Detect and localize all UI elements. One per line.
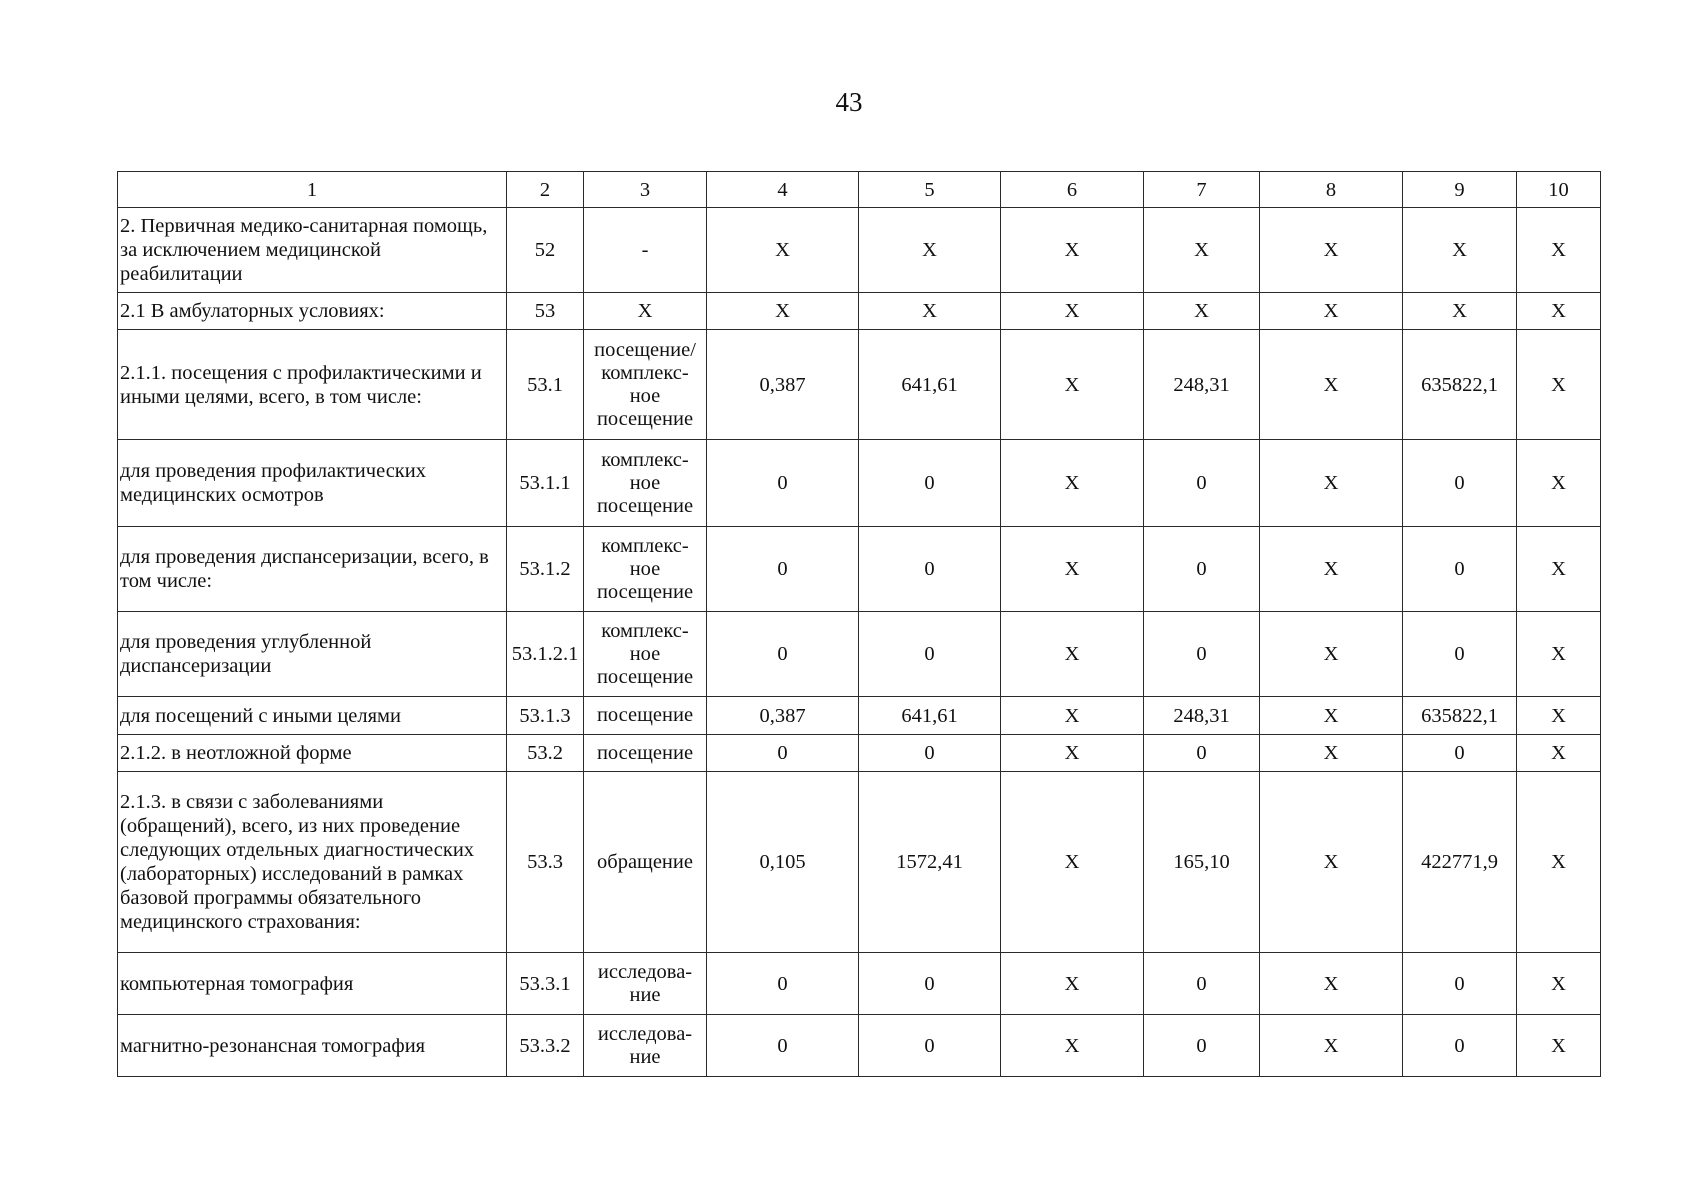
row-value-4: 0,387 xyxy=(707,697,859,735)
row-value-4: 0 xyxy=(707,953,859,1015)
row-value-4: X xyxy=(707,208,859,293)
row-value-7: 248,31 xyxy=(1144,697,1260,735)
row-value-10: X xyxy=(1517,293,1601,330)
row-value-5: 1572,41 xyxy=(859,772,1001,953)
row-value-8: X xyxy=(1260,527,1403,612)
row-value-9: 0 xyxy=(1403,440,1517,527)
table-row xyxy=(118,697,1601,735)
row-value-9: X xyxy=(1403,208,1517,293)
row-value-7: 165,10 xyxy=(1144,772,1260,953)
row-value-8: X xyxy=(1260,330,1403,440)
row-value-10: X xyxy=(1517,697,1601,735)
table-row xyxy=(118,735,1601,772)
row-value-8: X xyxy=(1260,953,1403,1015)
row-value-8: X xyxy=(1260,293,1403,330)
row-value-6: X xyxy=(1001,772,1144,953)
row-value-10: X xyxy=(1517,772,1601,953)
row-code: 53.1.2.1 xyxy=(507,612,584,697)
row-value-4: X xyxy=(707,293,859,330)
row-value-4: 0,105 xyxy=(707,772,859,953)
table-row xyxy=(118,208,1601,293)
row-value-10: X xyxy=(1517,208,1601,293)
table-row xyxy=(118,330,1601,440)
row-value-8: X xyxy=(1260,735,1403,772)
row-code: 52 xyxy=(507,208,584,293)
row-value-4: 0 xyxy=(707,735,859,772)
row-value-6: X xyxy=(1001,735,1144,772)
page-number: 43 xyxy=(835,87,863,117)
table-header-row xyxy=(118,172,1601,208)
row-value-9: 0 xyxy=(1403,612,1517,697)
row-value-7: 0 xyxy=(1144,735,1260,772)
row-value-10: X xyxy=(1517,440,1601,527)
row-unit: посещение/ комплекс-ное посещение xyxy=(584,330,707,440)
row-value-9: 635822,1 xyxy=(1403,330,1517,440)
row-name: 2. Первичная медико-санитарная помощь, за исключением медицинской реабилитации xyxy=(118,208,507,293)
row-value-8: X xyxy=(1260,440,1403,527)
row-name: 2.1.3. в связи с заболеваниями (обращений), всего, из них проведение следующих отдельных диагностических (лабораторных) исследований в рамках базовой программы обязательного медицинского страхования: xyxy=(118,772,507,953)
row-unit: обращение xyxy=(584,772,707,953)
row-value-7: 248,31 xyxy=(1144,330,1260,440)
row-value-10: X xyxy=(1517,330,1601,440)
row-value-6: X xyxy=(1001,208,1144,293)
row-unit: - xyxy=(584,208,707,293)
row-name: для проведения профилактических медицинских осмотров xyxy=(118,440,507,527)
row-unit: посещение xyxy=(584,735,707,772)
table-row xyxy=(118,953,1601,1015)
row-value-6: X xyxy=(1001,1015,1144,1077)
table-row xyxy=(118,293,1601,330)
row-value-5: 0 xyxy=(859,1015,1001,1077)
row-code: 53.1.1 xyxy=(507,440,584,527)
row-value-7: 0 xyxy=(1144,440,1260,527)
row-value-4: 0 xyxy=(707,1015,859,1077)
row-value-8: X xyxy=(1260,772,1403,953)
row-value-9: 422771,9 xyxy=(1403,772,1517,953)
row-unit: комплекс-ное посещение xyxy=(584,440,707,527)
row-name: для проведения углубленной диспансеризации xyxy=(118,612,507,697)
row-unit: исследова-ние xyxy=(584,953,707,1015)
row-name: компьютерная томография xyxy=(118,953,507,1015)
row-value-7: 0 xyxy=(1144,953,1260,1015)
row-value-5: 641,61 xyxy=(859,330,1001,440)
row-value-5: 0 xyxy=(859,440,1001,527)
data-table xyxy=(117,171,1601,1077)
row-value-5: 0 xyxy=(859,953,1001,1015)
row-value-10: X xyxy=(1517,1015,1601,1077)
table-row xyxy=(118,1015,1601,1077)
column-number-7: 7 xyxy=(1144,172,1260,208)
row-value-9: 0 xyxy=(1403,1015,1517,1077)
row-value-10: X xyxy=(1517,612,1601,697)
row-value-8: X xyxy=(1260,697,1403,735)
row-name: для посещений с иными целями xyxy=(118,697,507,735)
row-value-5: 641,61 xyxy=(859,697,1001,735)
row-code: 53.3.2 xyxy=(507,1015,584,1077)
row-value-4: 0 xyxy=(707,527,859,612)
row-value-8: X xyxy=(1260,208,1403,293)
row-unit: комплекс-ное посещение xyxy=(584,612,707,697)
row-value-10: X xyxy=(1517,953,1601,1015)
row-name: для проведения диспансеризации, всего, в том числе: xyxy=(118,527,507,612)
row-unit: посещение xyxy=(584,697,707,735)
table-row xyxy=(118,440,1601,527)
table-row xyxy=(118,772,1601,953)
row-value-8: X xyxy=(1260,1015,1403,1077)
row-value-9: 635822,1 xyxy=(1403,697,1517,735)
row-code: 53.3 xyxy=(507,772,584,953)
table-row xyxy=(118,612,1601,697)
row-unit: комплекс-ное посещение xyxy=(584,527,707,612)
row-value-10: X xyxy=(1517,735,1601,772)
column-number-1: 1 xyxy=(118,172,507,208)
row-code: 53 xyxy=(507,293,584,330)
row-value-7: 0 xyxy=(1144,612,1260,697)
column-number-6: 6 xyxy=(1001,172,1144,208)
row-value-6: X xyxy=(1001,612,1144,697)
row-code: 53.1.3 xyxy=(507,697,584,735)
row-unit: исследова-ние xyxy=(584,1015,707,1077)
row-value-9: 0 xyxy=(1403,953,1517,1015)
row-value-10: X xyxy=(1517,527,1601,612)
row-value-5: 0 xyxy=(859,735,1001,772)
column-number-2: 2 xyxy=(507,172,584,208)
column-number-8: 8 xyxy=(1260,172,1403,208)
row-value-4: 0,387 xyxy=(707,330,859,440)
row-code: 53.2 xyxy=(507,735,584,772)
column-number-9: 9 xyxy=(1403,172,1517,208)
row-value-5: 0 xyxy=(859,527,1001,612)
column-number-5: 5 xyxy=(859,172,1001,208)
table-row xyxy=(118,527,1601,612)
row-name: 2.1.2. в неотложной форме xyxy=(118,735,507,772)
row-value-9: 0 xyxy=(1403,735,1517,772)
row-value-5: X xyxy=(859,293,1001,330)
column-number-3: 3 xyxy=(584,172,707,208)
row-code: 53.3.1 xyxy=(507,953,584,1015)
row-value-4: 0 xyxy=(707,440,859,527)
row-value-7: X xyxy=(1144,208,1260,293)
row-value-6: X xyxy=(1001,440,1144,527)
row-value-6: X xyxy=(1001,697,1144,735)
row-value-6: X xyxy=(1001,330,1144,440)
row-value-9: 0 xyxy=(1403,527,1517,612)
row-code: 53.1.2 xyxy=(507,527,584,612)
row-name: магнитно-резонансная томография xyxy=(118,1015,507,1077)
row-code: 53.1 xyxy=(507,330,584,440)
row-value-4: 0 xyxy=(707,612,859,697)
row-value-7: 0 xyxy=(1144,1015,1260,1077)
row-value-5: 0 xyxy=(859,612,1001,697)
row-value-7: X xyxy=(1144,293,1260,330)
row-value-7: 0 xyxy=(1144,527,1260,612)
row-value-6: X xyxy=(1001,953,1144,1015)
column-number-10: 10 xyxy=(1517,172,1601,208)
row-name: 2.1.1. посещения с профилактическими и иными целями, всего, в том числе: xyxy=(118,330,507,440)
row-unit: X xyxy=(584,293,707,330)
row-name: 2.1 В амбулаторных условиях: xyxy=(118,293,507,330)
column-number-4: 4 xyxy=(707,172,859,208)
row-value-6: X xyxy=(1001,527,1144,612)
row-value-5: X xyxy=(859,208,1001,293)
row-value-6: X xyxy=(1001,293,1144,330)
row-value-8: X xyxy=(1260,612,1403,697)
row-value-9: X xyxy=(1403,293,1517,330)
